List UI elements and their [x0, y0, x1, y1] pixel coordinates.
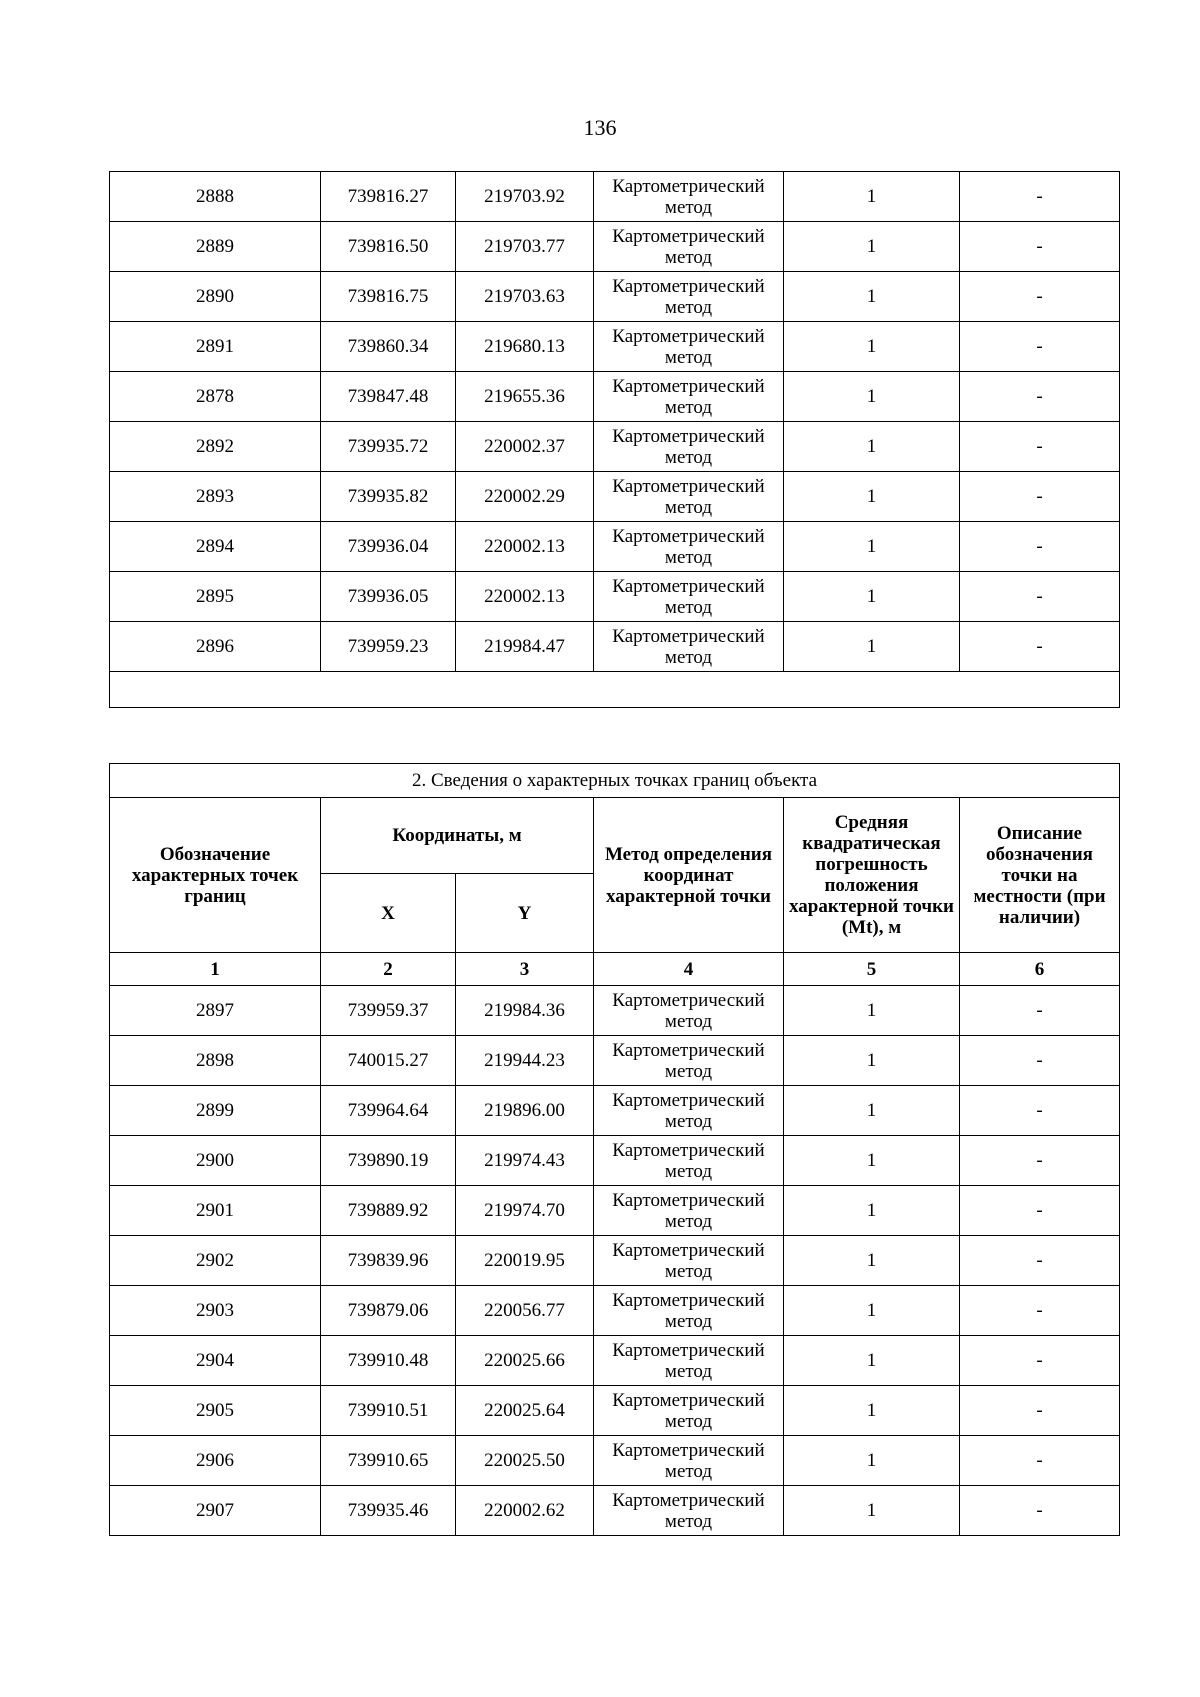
point-cell: 2894	[110, 522, 321, 572]
table-row	[110, 172, 1120, 222]
point-cell: 2906	[110, 1436, 321, 1486]
mean-error-cell: 1	[784, 322, 960, 372]
mean-error-cell: 1	[784, 1236, 960, 1286]
method-cell	[594, 1286, 784, 1336]
x-coordinate-cell: 739860.34	[321, 322, 456, 372]
y-coordinate-cell: 219703.63	[456, 272, 594, 322]
method-text: метод	[664, 1160, 713, 1182]
method-text: Картометрический	[612, 1389, 765, 1411]
x-coordinate-cell: 739890.19	[321, 1136, 456, 1186]
method-text: Картометрический	[612, 175, 765, 197]
method-cell	[594, 1486, 784, 1536]
method-text: Картометрический	[612, 1339, 765, 1361]
method-text: метод	[664, 1060, 713, 1082]
description-cell: -	[960, 1386, 1120, 1436]
x-coordinate-cell: 739910.65	[321, 1436, 456, 1486]
method-text: Картометрический	[612, 425, 765, 447]
mean-error-cell: 1	[784, 222, 960, 272]
mean-error-cell: 1	[784, 1186, 960, 1236]
method-cell	[594, 1336, 784, 1386]
method-text: Картометрический	[612, 989, 765, 1011]
mean-error-cell: 1	[784, 986, 960, 1036]
y-coordinate-cell: 220025.66	[456, 1336, 594, 1386]
header-x: X	[321, 874, 456, 953]
column-number: 2	[321, 953, 456, 986]
method-cell	[594, 1186, 784, 1236]
table-row	[110, 1486, 1120, 1536]
method-cell	[594, 372, 784, 422]
mean-error-cell: 1	[784, 1386, 960, 1436]
method-cell	[594, 322, 784, 372]
description-cell: -	[960, 1486, 1120, 1536]
y-coordinate-cell: 220002.13	[456, 522, 594, 572]
header-mean-error: Средняя квадратическая погрешность положения характерной точки (Mt), м	[784, 798, 960, 953]
description-cell: -	[960, 272, 1120, 322]
x-coordinate-cell: 739936.05	[321, 572, 456, 622]
x-coordinate-cell: 739879.06	[321, 1286, 456, 1336]
x-coordinate-cell: 739816.50	[321, 222, 456, 272]
description-cell: -	[960, 986, 1120, 1036]
method-text: Картометрический	[612, 475, 765, 497]
point-cell: 2878	[110, 372, 321, 422]
y-coordinate-cell: 220002.29	[456, 472, 594, 522]
boundary-points-table-body	[110, 986, 1120, 1536]
column-number: 1	[110, 953, 321, 986]
table-row	[110, 622, 1120, 672]
method-text: метод	[664, 1110, 713, 1132]
method-text: метод	[664, 1260, 713, 1282]
point-cell: 2901	[110, 1186, 321, 1236]
method-text: Картометрический	[612, 1239, 765, 1261]
header-description: Описание обозначения точки на местности (при наличии)	[960, 798, 1120, 953]
table-row	[110, 222, 1120, 272]
description-cell: -	[960, 1186, 1120, 1236]
description-cell: -	[960, 572, 1120, 622]
method-text: метод	[664, 1410, 713, 1432]
x-coordinate-cell: 739910.48	[321, 1336, 456, 1386]
method-text: Картометрический	[612, 1489, 765, 1511]
method-cell	[594, 986, 784, 1036]
x-coordinate-cell: 739910.51	[321, 1386, 456, 1436]
method-text: Картометрический	[612, 375, 765, 397]
point-cell: 2897	[110, 986, 321, 1036]
x-coordinate-cell: 739964.64	[321, 1086, 456, 1136]
coordinates-table-continued-body	[110, 172, 1120, 708]
point-cell: 2893	[110, 472, 321, 522]
method-text: метод	[664, 246, 713, 268]
point-cell: 2899	[110, 1086, 321, 1136]
y-coordinate-cell: 220056.77	[456, 1286, 594, 1336]
table-row	[110, 986, 1120, 1036]
table-row	[110, 422, 1120, 472]
header-method: Метод определения координат характерной точки	[594, 798, 784, 953]
method-text: Картометрический	[612, 1039, 765, 1061]
column-number: 6	[960, 953, 1120, 986]
method-cell	[594, 1086, 784, 1136]
method-cell	[594, 1036, 784, 1086]
method-text: Картометрический	[612, 625, 765, 647]
method-text: Картометрический	[612, 1189, 765, 1211]
x-coordinate-cell: 739959.37	[321, 986, 456, 1036]
y-coordinate-cell: 219974.43	[456, 1136, 594, 1186]
point-cell: 2889	[110, 222, 321, 272]
description-cell: -	[960, 372, 1120, 422]
column-number: 5	[784, 953, 960, 986]
point-cell: 2900	[110, 1136, 321, 1186]
description-cell: -	[960, 322, 1120, 372]
x-coordinate-cell: 740015.27	[321, 1036, 456, 1086]
method-cell	[594, 422, 784, 472]
mean-error-cell: 1	[784, 522, 960, 572]
mean-error-cell: 1	[784, 1286, 960, 1336]
y-coordinate-cell: 219984.47	[456, 622, 594, 672]
method-text: Картометрический	[612, 1139, 765, 1161]
table-row	[110, 1286, 1120, 1336]
point-cell: 2895	[110, 572, 321, 622]
method-text: метод	[664, 1310, 713, 1332]
table-row	[110, 272, 1120, 322]
method-text: Картометрический	[612, 1289, 765, 1311]
description-cell: -	[960, 1136, 1120, 1186]
page-number: 136	[583, 115, 617, 140]
column-number: 3	[456, 953, 594, 986]
y-coordinate-cell: 220002.13	[456, 572, 594, 622]
point-cell: 2903	[110, 1286, 321, 1336]
point-cell: 2891	[110, 322, 321, 372]
y-coordinate-cell: 219896.00	[456, 1086, 594, 1136]
table-row	[110, 1036, 1120, 1086]
mean-error-cell: 1	[784, 1486, 960, 1536]
method-cell	[594, 272, 784, 322]
description-cell: -	[960, 422, 1120, 472]
x-coordinate-cell: 739935.72	[321, 422, 456, 472]
mean-error-cell: 1	[784, 622, 960, 672]
mean-error-cell: 1	[784, 1086, 960, 1136]
point-cell: 2904	[110, 1336, 321, 1386]
mean-error-cell: 1	[784, 472, 960, 522]
table-row	[110, 1436, 1120, 1486]
method-text: метод	[664, 1010, 713, 1032]
y-coordinate-cell: 220025.50	[456, 1436, 594, 1486]
method-text: метод	[664, 296, 713, 318]
x-coordinate-cell: 739936.04	[321, 522, 456, 572]
x-coordinate-cell: 739889.92	[321, 1186, 456, 1236]
point-cell: 2898	[110, 1036, 321, 1086]
x-coordinate-cell: 739959.23	[321, 622, 456, 672]
method-text: Картометрический	[612, 1439, 765, 1461]
method-text: Картометрический	[612, 575, 765, 597]
table-row	[110, 1136, 1120, 1186]
method-cell	[594, 222, 784, 272]
method-text: метод	[664, 346, 713, 368]
table-row	[110, 1386, 1120, 1436]
description-cell: -	[960, 1286, 1120, 1336]
method-cell	[594, 1436, 784, 1486]
x-coordinate-cell: 739847.48	[321, 372, 456, 422]
method-text: Картометрический	[612, 1089, 765, 1111]
table-row	[110, 372, 1120, 422]
method-cell	[594, 172, 784, 222]
description-cell: -	[960, 1036, 1120, 1086]
method-text: метод	[664, 1360, 713, 1382]
point-cell: 2902	[110, 1236, 321, 1286]
method-text: Картометрический	[612, 225, 765, 247]
mean-error-cell: 1	[784, 1336, 960, 1386]
y-coordinate-cell: 219944.23	[456, 1036, 594, 1086]
y-coordinate-cell: 220002.37	[456, 422, 594, 472]
header-coordinates: Координаты, м	[321, 798, 594, 874]
x-coordinate-cell: 739816.75	[321, 272, 456, 322]
method-cell	[594, 1136, 784, 1186]
y-coordinate-cell: 219703.92	[456, 172, 594, 222]
point-cell: 2890	[110, 272, 321, 322]
y-coordinate-cell: 219655.36	[456, 372, 594, 422]
mean-error-cell: 1	[784, 1136, 960, 1186]
table-row	[110, 1186, 1120, 1236]
mean-error-cell: 1	[784, 272, 960, 322]
table-row	[110, 522, 1120, 572]
method-text: метод	[664, 1210, 713, 1232]
method-text: метод	[664, 196, 713, 218]
description-cell: -	[960, 522, 1120, 572]
y-coordinate-cell: 219974.70	[456, 1186, 594, 1236]
mean-error-cell: 1	[784, 372, 960, 422]
table-row	[110, 1236, 1120, 1286]
point-cell: 2896	[110, 622, 321, 672]
y-coordinate-cell: 220019.95	[456, 1236, 594, 1286]
mean-error-cell: 1	[784, 572, 960, 622]
method-text: метод	[664, 396, 713, 418]
x-coordinate-cell: 739816.27	[321, 172, 456, 222]
header-point-designation: Обозначение характерных точек границ	[110, 798, 321, 953]
y-coordinate-cell: 220025.64	[456, 1386, 594, 1436]
point-cell: 2905	[110, 1386, 321, 1436]
method-cell	[594, 622, 784, 672]
empty-cell	[110, 672, 1120, 708]
mean-error-cell: 1	[784, 1036, 960, 1086]
method-text: метод	[664, 1510, 713, 1532]
description-cell: -	[960, 1086, 1120, 1136]
method-text: метод	[664, 446, 713, 468]
method-text: метод	[664, 596, 713, 618]
mean-error-cell: 1	[784, 1436, 960, 1486]
description-cell: -	[960, 622, 1120, 672]
method-cell	[594, 1236, 784, 1286]
y-coordinate-cell: 220002.62	[456, 1486, 594, 1536]
y-coordinate-cell: 219703.77	[456, 222, 594, 272]
description-cell: -	[960, 1236, 1120, 1286]
method-text: Картометрический	[612, 525, 765, 547]
column-number: 4	[594, 953, 784, 986]
method-text: Картометрический	[612, 275, 765, 297]
point-cell: 2888	[110, 172, 321, 222]
point-cell: 2892	[110, 422, 321, 472]
x-coordinate-cell: 739935.46	[321, 1486, 456, 1536]
method-text: метод	[664, 646, 713, 668]
point-cell: 2907	[110, 1486, 321, 1536]
table-row	[110, 1086, 1120, 1136]
table-row	[110, 322, 1120, 372]
mean-error-cell: 1	[784, 172, 960, 222]
x-coordinate-cell: 739839.96	[321, 1236, 456, 1286]
method-cell	[594, 1386, 784, 1436]
table-row	[110, 472, 1120, 522]
y-coordinate-cell: 219680.13	[456, 322, 594, 372]
method-text: метод	[664, 1460, 713, 1482]
method-text: метод	[664, 546, 713, 568]
description-cell: -	[960, 1336, 1120, 1386]
section-title: 2. Сведения о характерных точках границ объекта	[110, 764, 1120, 798]
description-cell: -	[960, 1436, 1120, 1486]
header-y: Y	[456, 874, 594, 953]
method-cell	[594, 472, 784, 522]
x-coordinate-cell: 739935.82	[321, 472, 456, 522]
method-text: метод	[664, 496, 713, 518]
description-cell: -	[960, 172, 1120, 222]
mean-error-cell: 1	[784, 422, 960, 472]
method-cell	[594, 522, 784, 572]
description-cell: -	[960, 472, 1120, 522]
table-row	[110, 1336, 1120, 1386]
empty-row	[110, 672, 1120, 708]
table-row	[110, 572, 1120, 622]
boundary-points-table	[109, 763, 1120, 1536]
coordinates-table-continued	[109, 171, 1120, 708]
method-cell	[594, 572, 784, 622]
description-cell: -	[960, 222, 1120, 272]
y-coordinate-cell: 219984.36	[456, 986, 594, 1036]
method-text: Картометрический	[612, 325, 765, 347]
